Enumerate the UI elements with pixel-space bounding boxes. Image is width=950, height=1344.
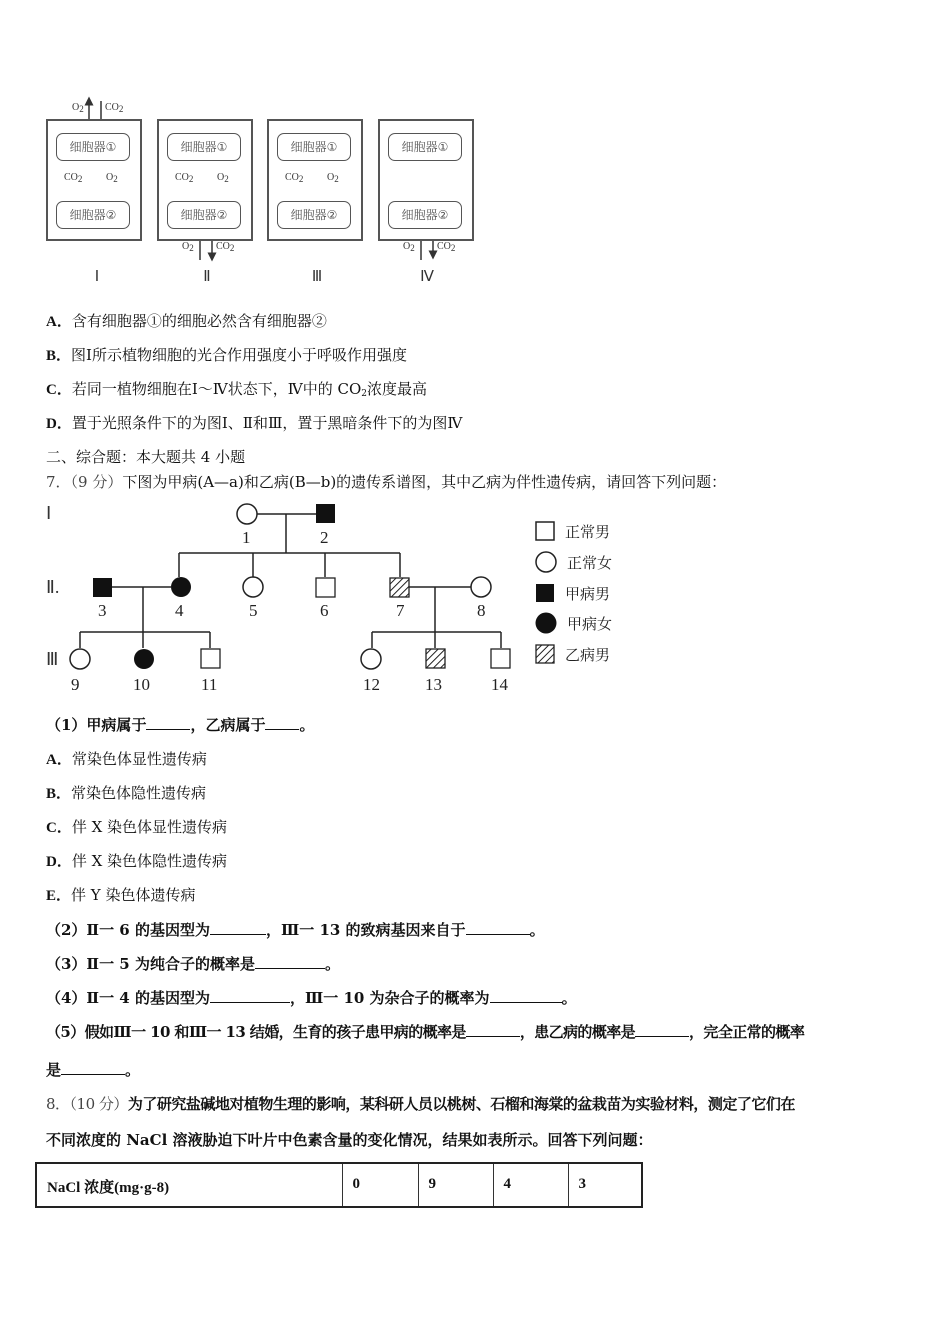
q7-sub2: （2）Ⅱ一 6 的基因型为 ，Ⅲ一 13 的致病基因来自于 。	[46, 921, 545, 939]
gas-label-o2: $O_2$	[72, 102, 84, 114]
pedigree-lines	[40, 495, 520, 705]
organelle-2: 细胞器②	[277, 201, 351, 229]
individual-number: 4	[175, 601, 184, 620]
legend-disease-a-male: 甲病男	[535, 582, 610, 604]
individual-number: 13	[425, 675, 442, 694]
organelle-2: 细胞器②	[167, 201, 241, 229]
answer-blank[interactable]	[490, 988, 562, 1003]
answer-blank[interactable]	[265, 715, 299, 730]
nacl-table	[35, 1162, 643, 1208]
q7-sub1: （1）甲病属于 ，乙病属于 。	[46, 716, 315, 734]
gas-label-co2: $CO_2$	[64, 172, 83, 184]
organelle-1: 细胞器①	[388, 133, 462, 161]
gas-label-o2: $O_2$	[217, 172, 229, 184]
q8-stem-line1: 8．（10 分）为了研究盐碱地对植物生理的影响，某科研人员以桃树、石榴和海棠的盆栽苗为实验材料，测定了它们在	[46, 1095, 795, 1113]
square-empty-icon	[535, 521, 555, 541]
q7-option-e: E．伴 Y 染色体遗传病	[46, 886, 196, 904]
legend-normal-female: 正常女	[535, 551, 612, 573]
table-cell: 4	[493, 1163, 568, 1207]
individual-number: 2	[320, 528, 329, 547]
table-row	[36, 1163, 642, 1207]
answer-blank[interactable]	[466, 920, 530, 935]
individual-number: 5	[249, 601, 258, 620]
gas-label-o2: $O_2$	[182, 241, 194, 253]
square-filled-icon	[535, 583, 555, 603]
individual-number: 12	[363, 675, 380, 694]
answer-blank[interactable]	[635, 1022, 689, 1037]
individual-number: 14	[491, 675, 508, 694]
circle-filled-icon	[535, 612, 557, 634]
q7-sub5: （5）假如Ⅲ一 10 和Ⅲ一 13 结婚，生育的孩子患甲病的概率是 ，患乙病的概率是 ，完全正常的概率	[46, 1023, 805, 1041]
cell-panel-3	[267, 119, 363, 241]
table-cell: 9	[418, 1163, 493, 1207]
q6-option-a: A．含有细胞器①的细胞必然含有细胞器②	[46, 312, 327, 330]
table-cell: 3	[568, 1163, 642, 1207]
table-cell: NaCl 浓度(mg·g-8)	[36, 1163, 342, 1207]
panel-label: Ⅲ	[311, 269, 323, 285]
answer-blank[interactable]	[466, 1022, 520, 1037]
panel-label: Ⅱ	[203, 269, 211, 285]
q7-stem: 7．（9 分）下图为甲病(A—a)和乙病(B—b)的遗传系谱图，其中乙病为伴性遗传病，请回答下列问题：	[46, 473, 727, 491]
q6-option-b: B．图Ⅰ所示植物细胞的光合作用强度小于呼吸作用强度	[46, 346, 407, 364]
gas-label-co2: $CO_2$	[175, 172, 194, 184]
gas-label-o2: $O_2$	[327, 172, 339, 184]
legend-disease-a-female: 甲病女	[535, 612, 612, 634]
individual-number: 8	[477, 601, 486, 620]
table-cell: 0	[342, 1163, 418, 1207]
q6-option-d: D．置于光照条件下的为图Ⅰ、Ⅱ和Ⅲ，置于黑暗条件下的为图Ⅳ	[46, 414, 463, 432]
circle-empty-icon	[535, 551, 557, 573]
panel-label: Ⅰ	[94, 269, 100, 285]
answer-blank[interactable]	[210, 920, 266, 935]
organelle-1: 细胞器①	[167, 133, 241, 161]
individual-number: 1	[242, 528, 251, 547]
q7-sub4: （4）Ⅱ一 4 的基因型为 ，Ⅲ一 10 为杂合子的概率为 。	[46, 989, 577, 1007]
section-heading: 二、综合题：本大题共 4 小题	[46, 448, 246, 466]
gas-label-co2: $CO_2$	[216, 241, 235, 253]
legend-disease-b-male: 乙病男	[535, 643, 610, 665]
answer-blank[interactable]	[255, 954, 325, 969]
gas-label-o2: $O_2$	[106, 172, 118, 184]
q8-stem-line2: 不同浓度的 NaCl 溶液胁迫下叶片中色素含量的变化情况，结果如表所示。回答下列问题：	[46, 1131, 653, 1149]
generation-label: Ⅱ.	[46, 577, 60, 597]
gas-label-co2: $CO_2$	[285, 172, 304, 184]
square-hatched-icon	[535, 644, 555, 664]
gas-label-co2: $CO_2$	[437, 241, 456, 253]
cell-panel-2	[157, 119, 253, 241]
q7-option-c: C．伴 X 染色体显性遗传病	[46, 818, 228, 836]
individual-number: 7	[396, 601, 405, 620]
answer-blank[interactable]	[146, 715, 190, 730]
answer-blank[interactable]	[61, 1060, 125, 1075]
panel-label: Ⅳ	[420, 269, 434, 285]
organelle-2: 细胞器②	[388, 201, 462, 229]
q6-option-c: C．若同一植物细胞在Ⅰ～Ⅳ状态下，Ⅳ中的 $CO_2$浓度最高	[46, 380, 428, 399]
organelle-1: 细胞器①	[277, 133, 351, 161]
individual-number: 3	[98, 601, 107, 620]
generation-label: Ⅰ	[46, 503, 52, 523]
q7-option-d: D．伴 X 染色体隐性遗传病	[46, 852, 228, 870]
gas-label-o2: $O_2$	[403, 241, 415, 253]
q7-sub3: （3）Ⅱ一 5 为纯合子的概率是 。	[46, 955, 340, 973]
gas-label-co2: $CO_2$	[105, 102, 124, 114]
legend-normal-male: 正常男	[535, 520, 610, 542]
organelle-2: 细胞器②	[56, 201, 130, 229]
cell-panel-1	[46, 119, 142, 241]
q7-sub5-cont: 是 。	[46, 1061, 141, 1079]
organelle-1: 细胞器①	[56, 133, 130, 161]
generation-label: Ⅲ	[46, 649, 59, 669]
individual-number: 10	[133, 675, 150, 694]
cell-panel-4	[378, 119, 474, 241]
q7-option-b: B．常染色体隐性遗传病	[46, 784, 207, 802]
answer-blank[interactable]	[210, 988, 290, 1003]
individual-number: 6	[320, 601, 329, 620]
individual-number: 11	[201, 675, 218, 694]
q7-option-a: A．常染色体显性遗传病	[46, 750, 207, 768]
individual-number: 9	[71, 675, 80, 694]
